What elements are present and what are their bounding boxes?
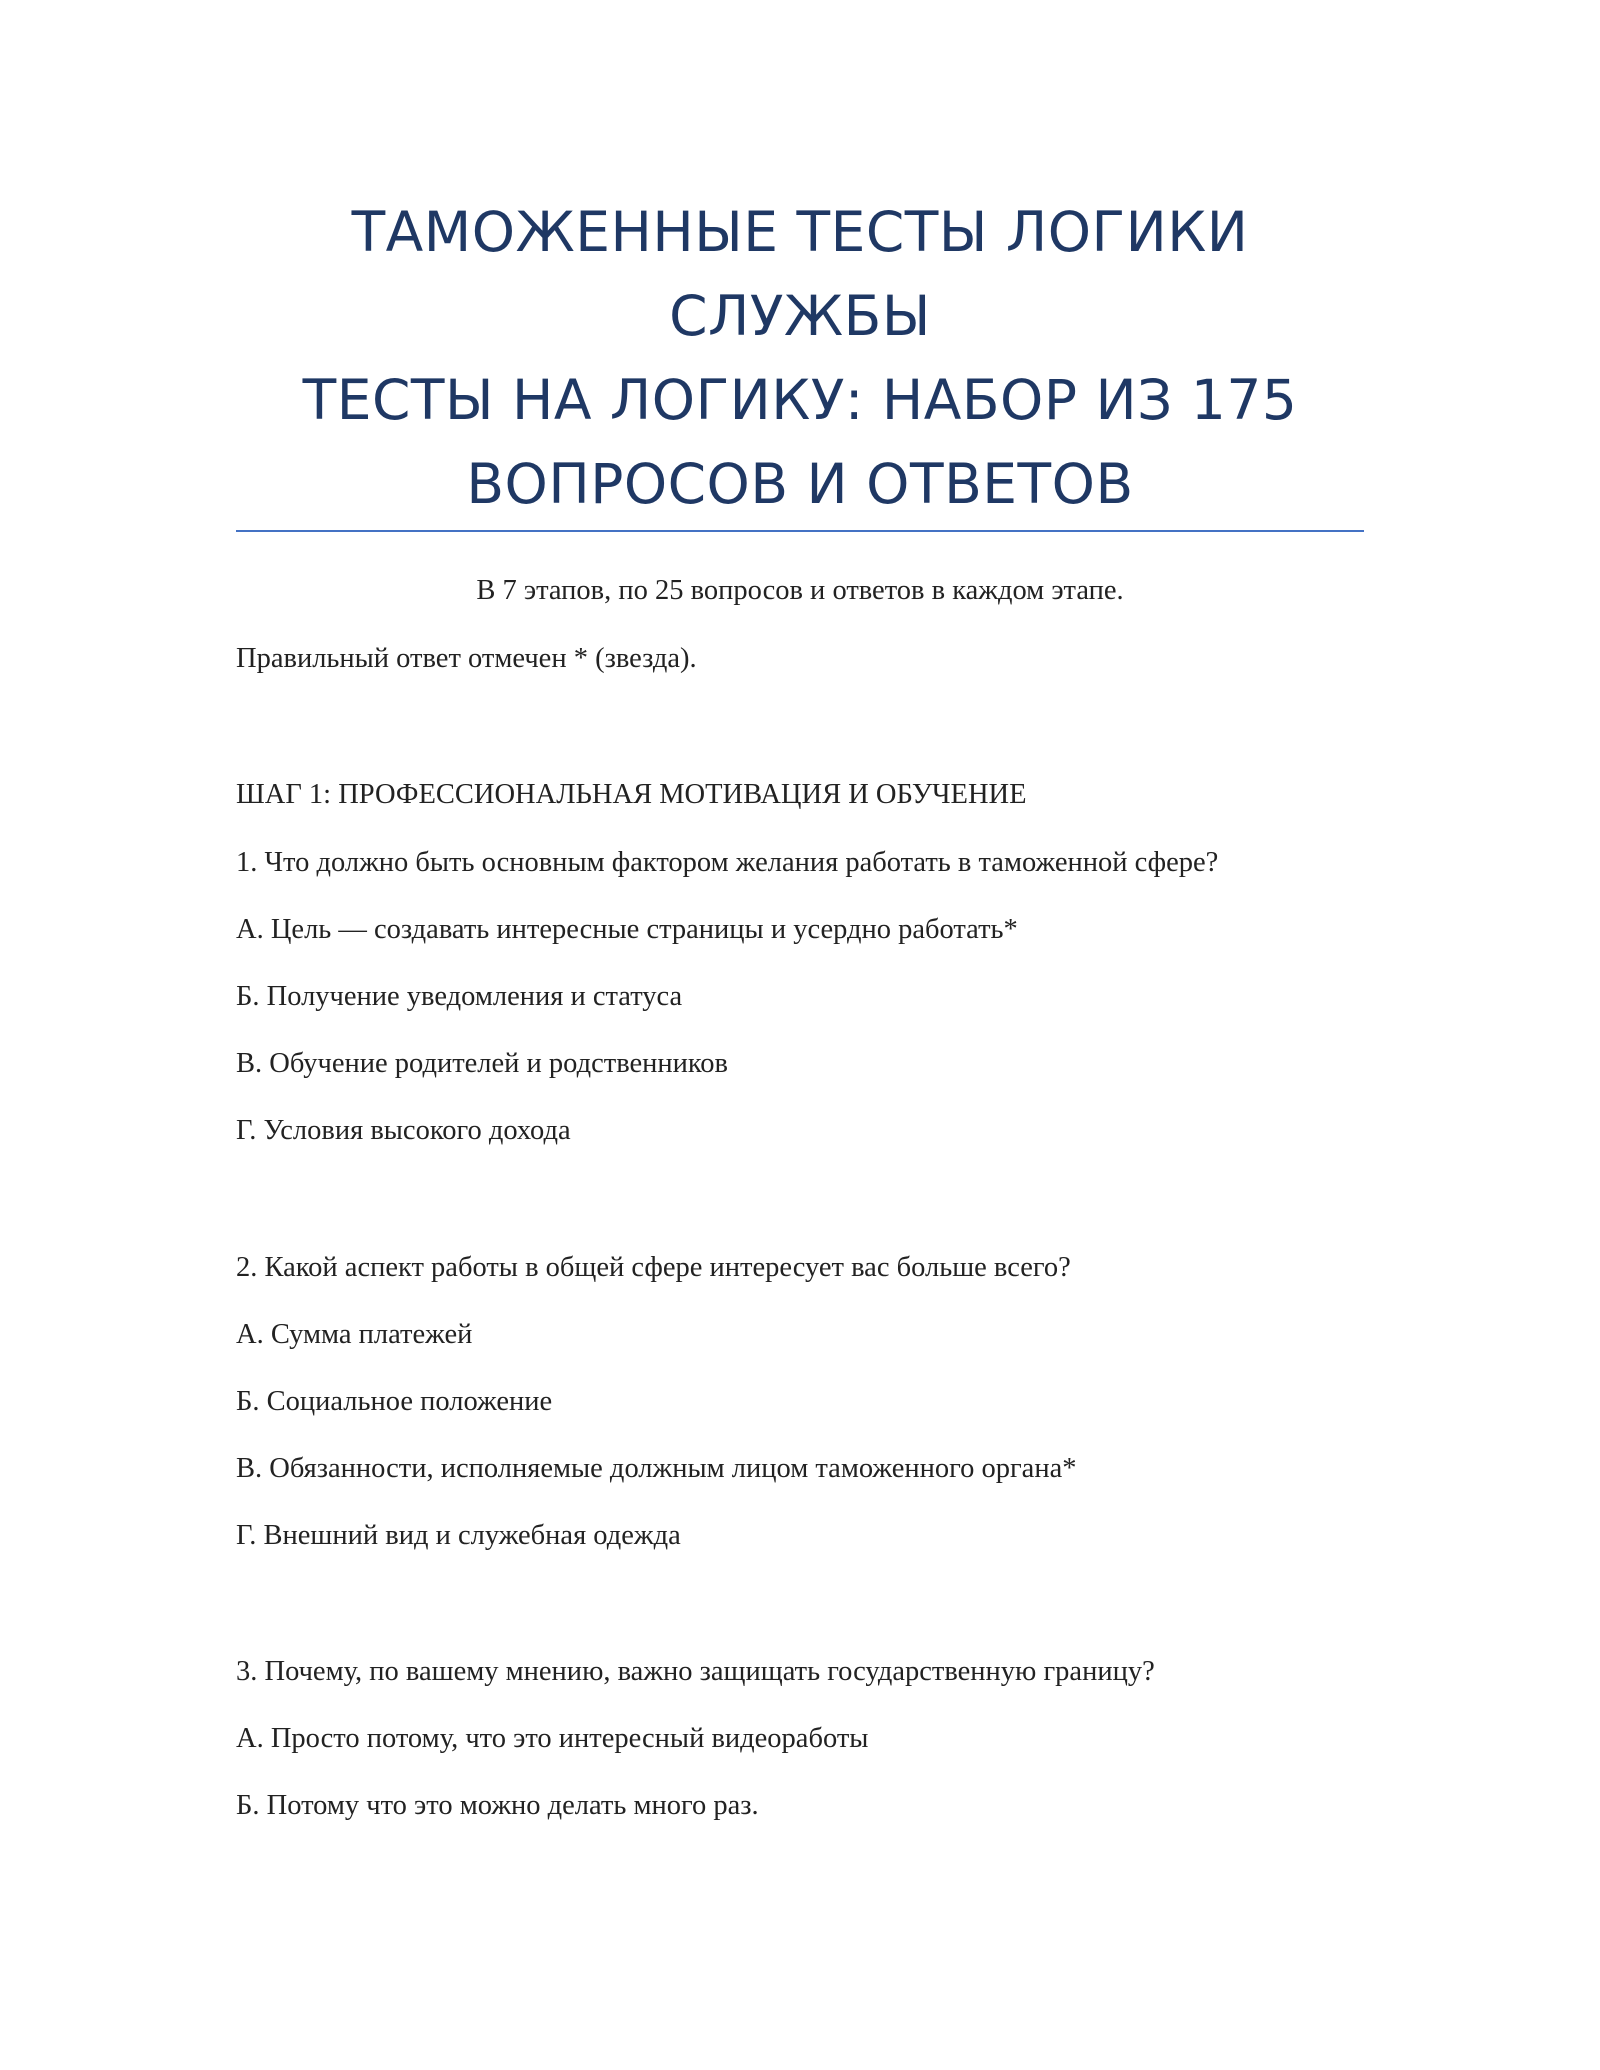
document-title (236, 190, 1364, 526)
step-heading: ШАГ 1: ПРОФЕССИОНАЛЬНАЯ МОТИВАЦИЯ И ОБУЧЕНИЕ (236, 779, 1027, 810)
question-2-option-c: В. Обязанности, исполняемые должным лицом таможенного органа* (236, 1453, 1077, 1484)
question-3-option-b: Б. Потому что это можно делать много раз. (236, 1790, 759, 1821)
question-1-option-d: Г. Условия высокого дохода (236, 1115, 571, 1146)
title-line: ВОПРОСОВ И ОТВЕТОВ (466, 452, 1134, 516)
title-line: СЛУЖБЫ (669, 284, 931, 348)
question-1-option-b: Б. Получение уведомления и статуса (236, 981, 683, 1012)
question-1: 1. Что должно быть основным фактором желания работать в таможенной сфере? (236, 847, 1219, 878)
title-line: ТАМОЖЕННЫЕ ТЕСТЫ ЛОГИКИ (351, 200, 1249, 264)
question-2: 2. Какой аспект работы в общей сфере интересует вас больше всего? (236, 1252, 1071, 1283)
title-line: ТЕСТЫ НА ЛОГИКУ: НАБОР ИЗ 175 (302, 368, 1298, 432)
answer-note: Правильный ответ отмечен * (звезда). (236, 643, 697, 674)
question-3-option-a: А. Просто потому, что это интересный видеоработы (236, 1723, 869, 1754)
intro-text: В 7 этапов, по 25 вопросов и ответов в каждом этапе. (476, 575, 1124, 606)
question-3: 3. Почему, по вашему мнению, важно защищать государственную границу? (236, 1656, 1155, 1687)
question-2-option-a: А. Сумма платежей (236, 1319, 473, 1350)
title-underline (236, 530, 1364, 532)
question-1-option-a: А. Цель — создавать интересные страницы и усердно работать* (236, 914, 1018, 945)
question-2-option-d: Г. Внешний вид и служебная одежда (236, 1520, 681, 1551)
question-2-option-b: Б. Социальное положение (236, 1386, 553, 1417)
question-1-option-c: В. Обучение родителей и родственников (236, 1048, 729, 1079)
